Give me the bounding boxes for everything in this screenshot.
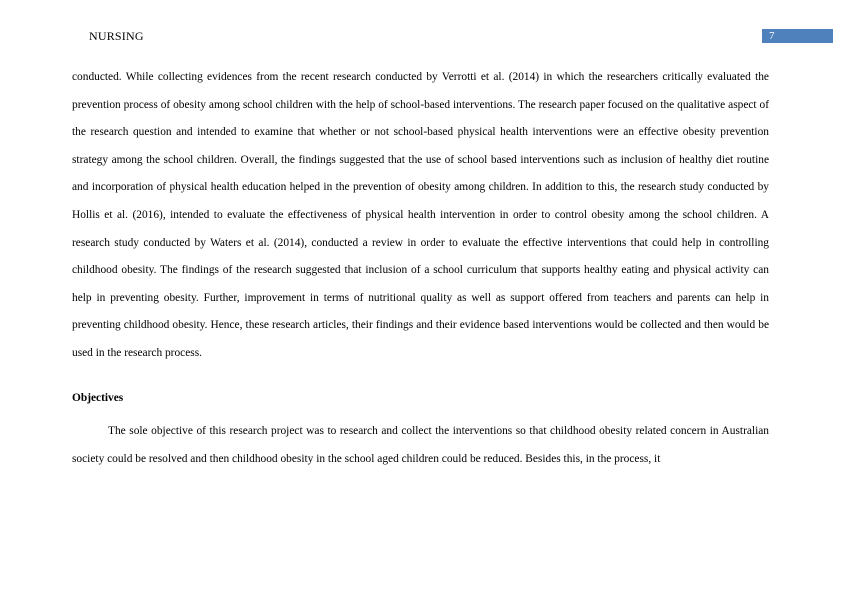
document-body	[72, 64, 769, 473]
body-paragraph-1: conducted. While collecting evidences from the recent research conducted by Verrotti et al. (2014) in which the researchers critically evaluated the prevention process of obesity among school children with the help of school-based interventions. The research paper focused on the qualitative aspect of the research question and intended to examine that whether or not school-based physical health interventions were an effective obesity prevention strategy among the school children. Overall, the findings suggested that the use of school based interventions such as inclusion of healthy diet routine and incorporation of physical health education helped in the prevention of obesity among children. In addition to this, the research study conducted by Hollis et al. (2016), intended to evaluate the effectiveness of physical health intervention in order to control obesity among the school children. A research study conducted by Waters et al. (2014), conducted a review in order to evaluate the effective interventions that could help in controlling childhood obesity. The findings of the research suggested that inclusion of a school curriculum that supports healthy eating and physical activity can help in preventing obesity. Further, improvement in terms of nutritional quality as well as support offered from teachers and parents can help in preventing childhood obesity. Hence, these research articles, their findings and their evidence based interventions would be collected and then would be used in the research process.	[72, 71, 769, 359]
section-heading-objectives: Objectives	[72, 391, 124, 404]
running-header-title: NURSING	[89, 29, 144, 43]
body-paragraph-2: The sole objective of this research project was to research and collect the interventions so that childhood obesity related concern in Australian society could be resolved and then childhood obesity in the school aged children could be reduced. Besides this, in the process, it	[72, 425, 769, 465]
page-number: 7	[762, 29, 833, 43]
